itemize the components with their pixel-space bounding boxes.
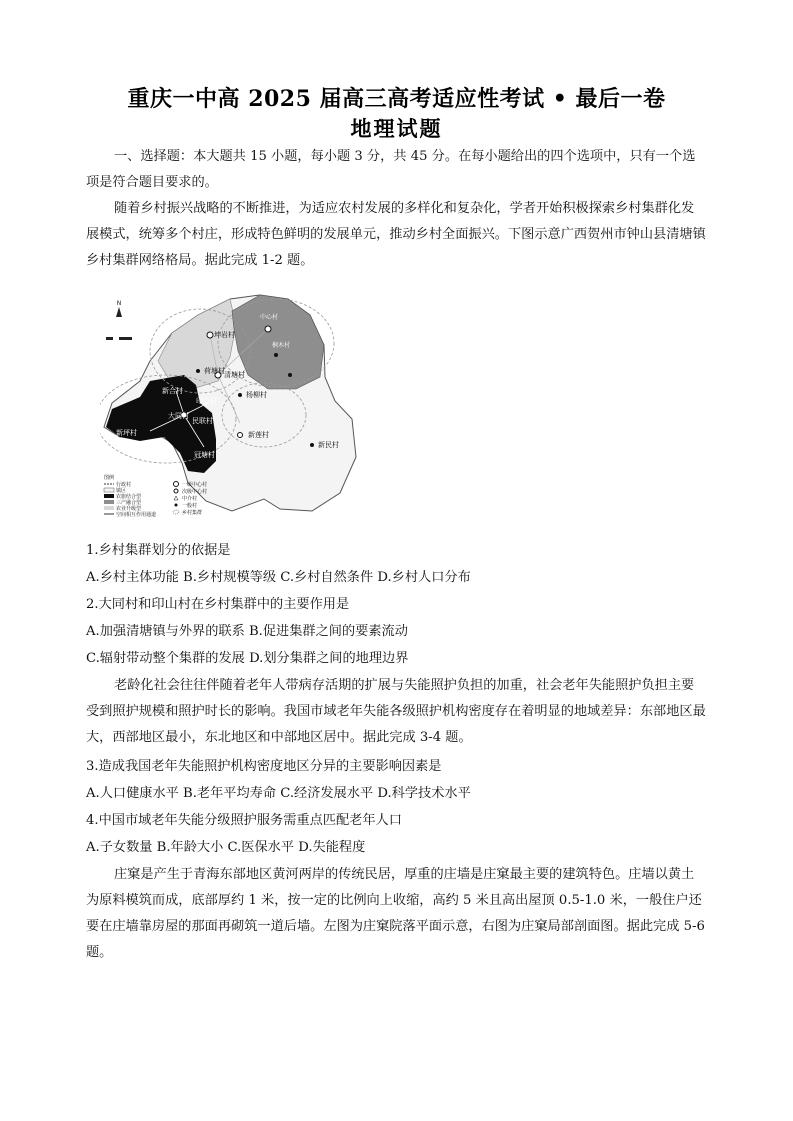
- svg-text:图例: 图例: [104, 475, 115, 481]
- label-xinmin: 新民村: [318, 441, 339, 449]
- svg-text:乡村集群: 乡村集群: [182, 510, 203, 516]
- label-minlian: 民联村: [192, 417, 213, 425]
- svg-text:空间相互作用通道: 空间相互作用通道: [116, 512, 157, 518]
- passage-1: 随着乡村振兴战略的不断推进，为适应农村发展的多样化和复杂化，学者开始积极探索乡村集群化发展模式，统筹多个村庄，形成特色鲜明的发展单元，推动乡村全面振兴。下图示意广西贺州市钟山县清塘镇乡村集群网络格局。据此完成 1-2 题。: [86, 201, 706, 268]
- question-2-options-ab: A.加强清塘镇与外界的联系 B.促进集群之间的要素流动: [86, 624, 408, 639]
- svg-text:镇区: 镇区: [116, 488, 127, 494]
- label-xinhe: 新合村: [162, 387, 183, 395]
- label-hetang: 荷塘村: [204, 367, 225, 375]
- question-2-stem: 2.大同村和印山村在乡村集群中的主要作用是: [86, 597, 350, 612]
- question-4-stem: 4.中国市域老年失能分级照护服务需重点匹配老年人口: [86, 813, 402, 828]
- svg-text:中介村: 中介村: [182, 496, 198, 502]
- label-qingtang: 清塘村: [224, 371, 245, 379]
- svg-text:农业升级型: 农业升级型: [116, 506, 142, 512]
- label-xinping: 新坪村: [116, 429, 137, 437]
- question-2-options-cd: C.辐射带动整个集群的发展 D.划分集群之间的地理边界: [86, 651, 409, 666]
- svg-text:农旅结合型: 农旅结合型: [116, 494, 142, 500]
- passage-3: 庄窠是产生于青海东部地区黄河两岸的传统民居，厚重的庄墙是庄窠最主要的建筑特色。庄墙以黄土为原料模筑而成，底部厚约 1 米，按一定的比例向上收缩，高约 5 米且高出屋顶 0.5-1.0 米，一般住户还要在庄墙靠房屋的那面再砌筑一道后墙。左图为庄窠院落平面示意，右图为庄窠局部剖面图。据此完成 5-6 题。: [86, 867, 705, 960]
- question-3-options: A.人口健康水平 B.老年平均寿命 C.经济发展水平 D.科学技术水平: [86, 786, 471, 801]
- svg-text:一般村: 一般村: [182, 503, 198, 509]
- passage-2: 老龄化社会往往伴随着老年人带病存活期的扩展与失能照护负担的加重，社会老年失能照护负担主要受到照护规模和照护时长的影响。我国市域老年失能各级照护机构密度存在着明显的地域差异：东部地区最大，西部地区最小，东北地区和中部地区居中。据此完成 3-4 题。: [86, 678, 706, 745]
- svg-text:行政村: 行政村: [116, 482, 132, 488]
- svg-text:三产融合型: 三产融合型: [116, 500, 142, 506]
- svg-text:次级中心村: 次级中心村: [182, 489, 208, 495]
- page-title: 重庆一中高 2025 届高三高考适应性考试 • 最后一卷: [127, 86, 666, 112]
- question-1-options: A.乡村主体功能 B.乡村规模等级 C.乡村自然条件 D.乡村人口分布: [86, 570, 471, 585]
- question-3-stem: 3.造成我国老年失能照护机构密度地区分异的主要影响因素是: [86, 759, 442, 774]
- label-xinlian: 新莲村: [248, 431, 269, 439]
- label-guantang: 冠塘村: [194, 451, 215, 459]
- label-zhongxin: 中心村: [260, 314, 279, 321]
- label-datong: 大同村: [168, 412, 189, 420]
- question-1-stem: 1.乡村集群划分的依据是: [86, 543, 231, 558]
- village-cluster-map: [100, 285, 370, 530]
- question-4-options: A.子女数量 B.年龄大小 C.医保水平 D.失能程度: [86, 840, 366, 855]
- label-yangliu: 杨柳村: [246, 391, 267, 399]
- section-instruction: 一、选择题：本大题共 15 小题，每小题 3 分，共 45 分。在每小题给出的四个选项中，只有一个选项是符合题目要求的。: [86, 149, 696, 190]
- north-arrow-icon: [106, 300, 132, 340]
- label-tongmu: 桐木村: [272, 342, 291, 349]
- svg-text:一级中心村: 一级中心村: [182, 482, 208, 488]
- svg-text:N: N: [116, 300, 122, 307]
- label-kunyan: 坤岩村: [214, 331, 235, 339]
- subject-title: 地理试题: [350, 116, 443, 141]
- label-yinshan: 印山村: [196, 397, 217, 405]
